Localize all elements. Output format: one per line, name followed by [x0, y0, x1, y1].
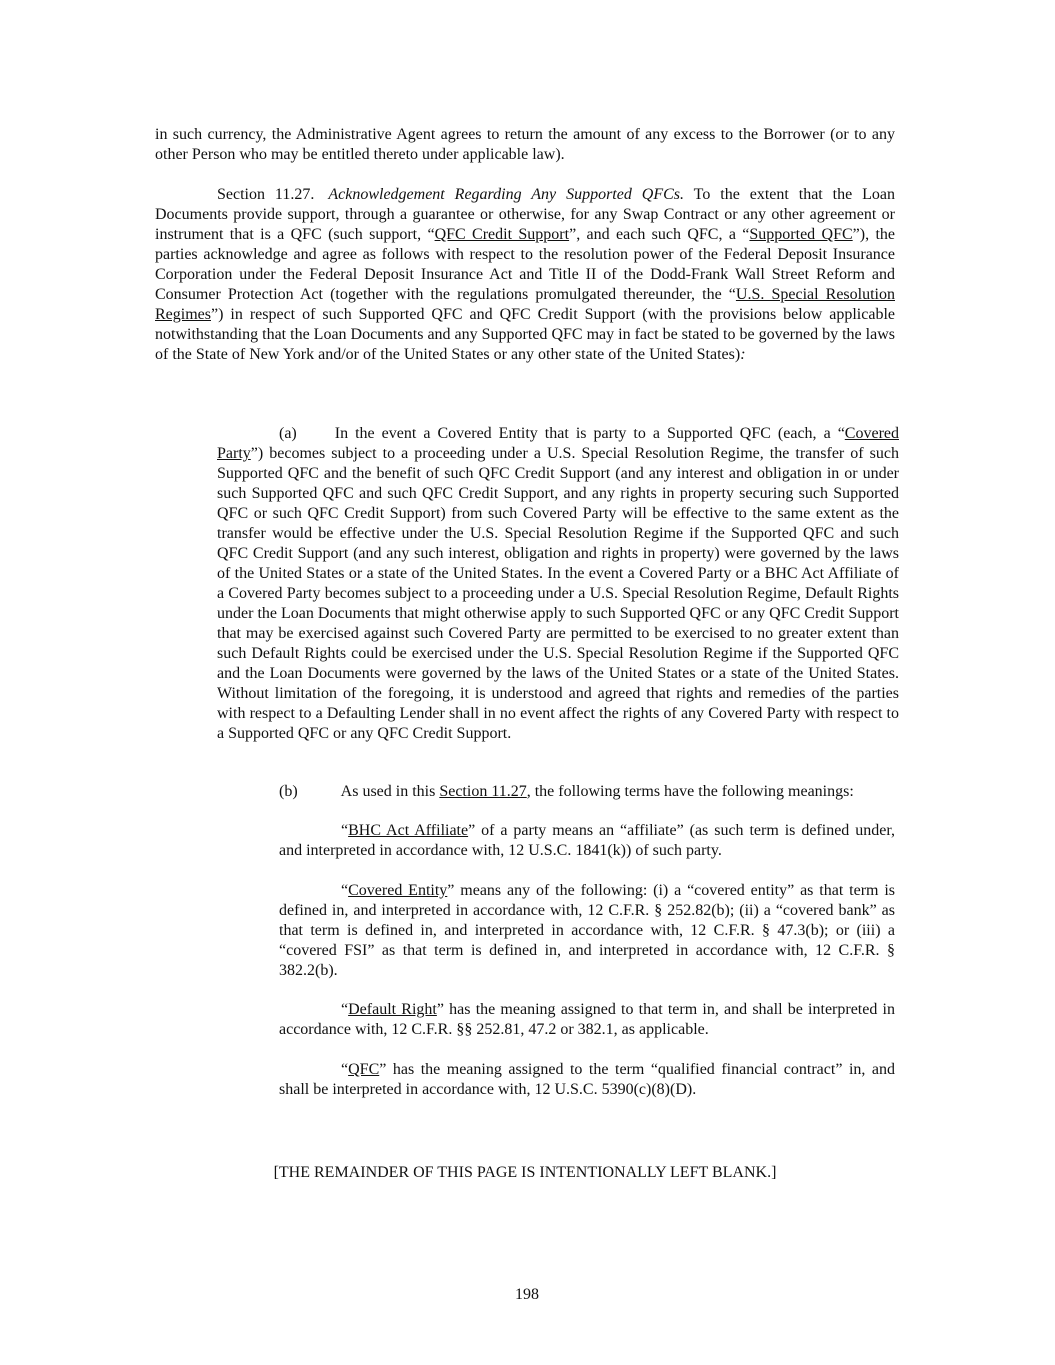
clause-b-label: (b) [279, 783, 298, 800]
defined-term: BHC Act Affiliate [348, 822, 469, 839]
defined-term: Covered Entity [348, 882, 448, 899]
definition-default-right: “Default Right” has the meaning assigned to that term in, and shall be interpreted in accordance with, 12 C.F.R. §§ 252.81, 47.2 or 382.1, as applicable. [279, 1001, 895, 1038]
intro-paragraph: in such currency, the Administrative Agent agrees to return the amount of any excess to the Borrower (or to any other Person who may be entitled thereto under applicable law). [155, 126, 895, 163]
defined-term-supported-qfc: Supported QFC [749, 226, 853, 243]
clause-a-paragraph: (a) In the event a Covered Entity that is party to a Supported QFC (each, a “Covered Party”) becomes subject to a proceeding under a U.S. Special Resolution Regime, the transfer of such Supported QFC and the benefit of such QFC Credit Support (and any interest and obligation in or under such Supported QFC and such QFC Credit Support, and any rights in property securing such Supported QFC or such QFC Credit Support) from such Covered Party will be effective to the same extent as the transfer would be effective under the U.S. Special Resolution Regime if the Supported QFC and such QFC Credit Support (and any such interest, obligation and rights in property) were governed by the laws of the United States or a state of the United States. In the event a Covered Party or a BHC Act Affiliate of a Covered Party becomes subject to a proceeding under a U.S. Special Resolution Regime, Default Rights under the Loan Documents that might otherwise apply to such Supported QFC or any QFC Credit Support that may be exercised against such Covered Party are permitted to be exercised to no greater extent than such Default Rights could be exercised under the U.S. Special Resolution Regime if the Supported QFC and the Loan Documents were governed by the laws of the United States or a state of the United States. Without limitation of the foregoing, it is understood and agreed that rights and remedies of the parties with respect to a Defaulting Lender shall in no event affect the rights of any Covered Party with respect to a Supported QFC or any QFC Credit Support. [217, 425, 899, 742]
defined-term-us-special-resolution-regimes: U.S. Special Resolution Regimes [155, 286, 895, 323]
section-11-27-paragraph: Section 11.27. Acknowledgement Regarding Any Supported QFCs. To the extent that the Loan Documents provide support, through a guarantee or otherwise, for any Swap Contract or any other agreement or instrument that is a QFC (such support, “QFC Credit Support”, and each such QFC, a “Supported QFC”), the parties acknowledge and agree as follows with respect to the resolution power of the Federal Deposit Insurance Corporation under the Federal Deposit Insurance Act and Title II of the Dodd-Frank Wall Street Reform and Consumer Protection Act (together with the regulations promulgated thereunder, the “U.S. Special Resolution Regimes”) in respect of such Supported QFC and QFC Credit Support (with the provisions below applicable notwithstanding that the Loan Documents and any Supported QFC may in fact be stated to be governed by the laws of the State of New York and/or of the United States or any other state of the United States): [155, 186, 896, 363]
clause-a-label: (a) [279, 425, 297, 442]
defined-term-covered-party: Covered Party [217, 425, 899, 462]
page-number: 198 [515, 1286, 539, 1303]
section-title: Acknowledgement Regarding Any Supported QFCs. [328, 186, 685, 203]
defined-term: Default Right [348, 1001, 437, 1018]
remainder-blank-notice: [THE REMAINDER OF THIS PAGE IS INTENTIONALLY LEFT BLANK.] [273, 1164, 777, 1181]
definition-bhc-act-affiliate: “BHC Act Affiliate” of a party means an “affiliate” (as such term is defined under, and interpreted in accordance with, 12 U.S.C. 1841(k)) of such party. [279, 822, 896, 859]
definition-covered-entity: “Covered Entity” means any of the following: (i) a “covered entity” as that term is defined in, and interpreted in accordance with, 12 C.F.R. § 252.82(b); (ii) a “covered bank” as that term is defined in, and interpreted in accordance with, 12 C.F.R. § 47.3(b); or (iii) a “covered FSI” as that term is defined in, and interpreted in accordance with, 12 C.F.R. § 382.2(b). [279, 882, 896, 979]
section-reference: Section 11.27 [439, 783, 527, 800]
defined-term-qfc-credit-support: QFC Credit Support [434, 226, 570, 243]
definition-qfc: “QFC” has the meaning assigned to the term “qualified financial contract” in, and shall be interpreted in accordance with, 12 U.S.C. 5390(c)(8)(D). [279, 1061, 895, 1098]
clause-b-paragraph: (b) As used in this Section 11.27, the following terms have the following meanings: [279, 783, 854, 800]
defined-term: QFC [348, 1061, 380, 1078]
section-number: Section 11.27. [217, 186, 315, 203]
